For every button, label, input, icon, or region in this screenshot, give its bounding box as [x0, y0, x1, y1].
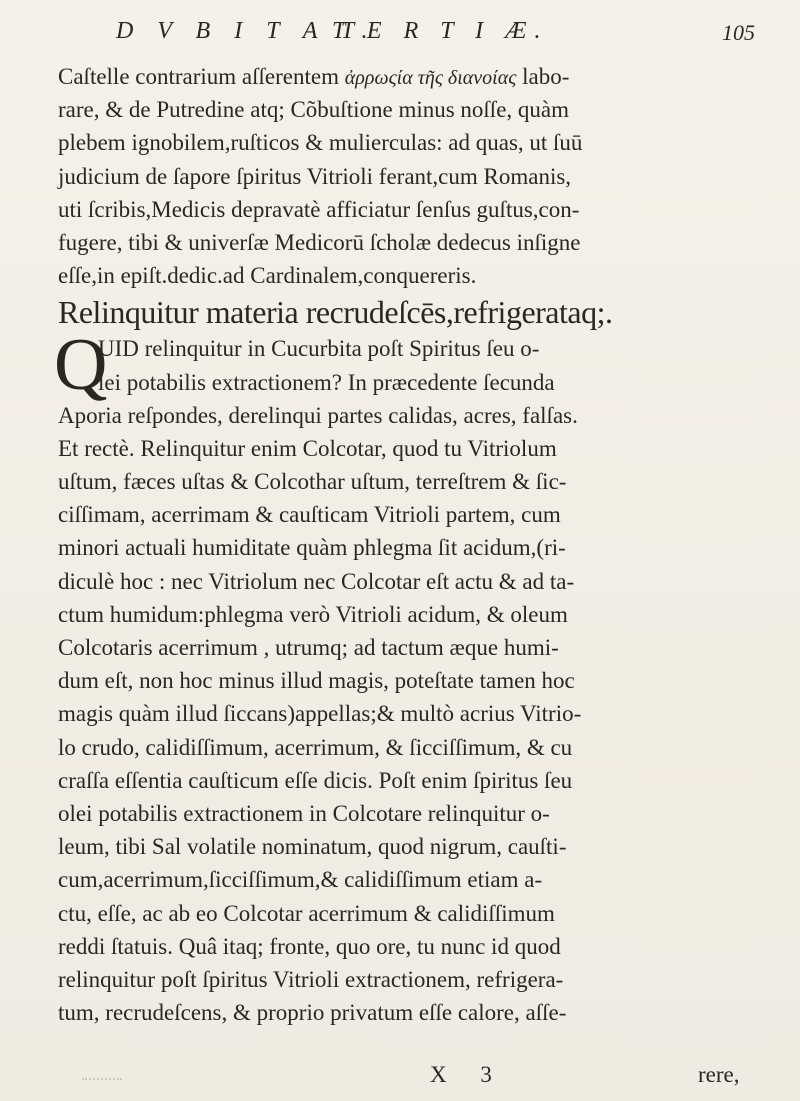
drop-cap: Q — [54, 324, 108, 407]
signature-mark: X 3 — [430, 1062, 506, 1087]
text-line: ciſſimam, acerrimam & cauſticam Vitrioli partem, cum — [58, 502, 561, 528]
text-line-end: labo- — [522, 64, 570, 89]
text-line: leum, tibi Sal volatile nominatum, quod nigrum, cauſti- — [58, 834, 567, 860]
text-line: dum eſt, non hoc minus illud magis, poteſtate tamen hoc — [58, 668, 575, 694]
greek-phrase: ἀρρωςία τῆς διανοίας — [344, 67, 517, 89]
text-line: Aporia reſpondes, derelinqui partes calidas, acres, falſas. — [58, 402, 578, 428]
text-line: diculè hoc : nec Vitriolum nec Colcotar eſt actu & ad ta- — [58, 568, 575, 594]
text-line-content: UID relinquitur in Cucurbita poſt Spiritus ſeu o- — [98, 336, 540, 362]
text-line: eſſe,in epiſt.dedic.ad Cardinalem,conquereris. — [58, 263, 477, 289]
text-line: ctu, eſſe, ac ab eo Colcotar acerrimum & calidiſſimum — [58, 900, 555, 926]
body-text — [54, 60, 770, 1029]
text-line: olei potabilis extractionem in Colcotare relinquitur o- — [58, 800, 550, 826]
text-line: rare, & de Putredine atq; Cõbuſtione minus noſſe, quàm — [58, 97, 570, 123]
text-line: ctum humidum:phlegma verò Vitrioli acidum, & oleum — [58, 601, 568, 627]
text-line: fugere, tibi & univerſæ Medicorū ſcholæ dedecus inſigne — [58, 229, 581, 255]
text-line: Colcotaris acerrimum , utrumq; ad tactum æque humi- — [58, 635, 559, 660]
text-line: lei potabilis extractionem? In præcedente ſecunda — [98, 369, 555, 395]
text-line — [58, 60, 770, 93]
running-title-right: T E R T I Æ. — [332, 18, 549, 44]
text-line: reddi ſtatuis. Quâ itaq; fronte, quo ore, tu nunc id quod — [58, 933, 561, 959]
text-line: magis quàm illud ſiccans)appellas;& multò acrius Vitrio- — [58, 701, 582, 727]
page-footer — [430, 1062, 770, 1092]
text-line: minori actuali humiditate quàm phlegma ſit acidum,(ri- — [58, 535, 566, 561]
text-line: uſtum, fæces uſtas & Colcothar uſtum, terreſtrem & ſic- — [58, 469, 567, 495]
text-line: tum, recrudeſcens, & proprio privatum eſſe calore, aſſe- — [58, 1000, 567, 1026]
running-title-left: D V B I T A T. — [116, 18, 377, 44]
section-heading: Relinquitur materia recrudeſcēs,refrigerataq;. — [58, 294, 613, 331]
text-line: lo crudo, calidiſſimum, acerrimum, & ſicciſſimum, & cu — [58, 734, 573, 760]
ink-stain — [82, 1066, 122, 1080]
page-number: 105 — [722, 20, 755, 45]
text-line: judicium de ſapore ſpiritus Vitrioli ferant,cum Romanis, — [58, 163, 572, 189]
text-line: relinquitur poſt ſpiritus Vitrioli extractionem, refrigera- — [58, 966, 564, 992]
text-line: cum,acerrimum,ſicciſſimum,& calidiſſimum etiam a- — [58, 867, 543, 893]
text-line: plebem ignobilem,ruſticos & mulierculas: ad quas, ut ſuū — [58, 130, 583, 156]
catchword: rere, — [698, 1062, 740, 1087]
text-line: uti ſcribis,Medicis depravatè afficiatur ſenſus guſtus,con- — [58, 196, 580, 222]
text-line-start: Caſtelle contrarium aſſerentem — [58, 64, 339, 89]
text-line: craſſa eſſentia cauſticum eſſe dicis. Poſt enim ſpiritus ſeu — [58, 767, 573, 793]
text-line: Et rectè. Relinquitur enim Colcotar, quod tu Vitriolum — [58, 435, 557, 461]
running-head — [116, 18, 676, 48]
